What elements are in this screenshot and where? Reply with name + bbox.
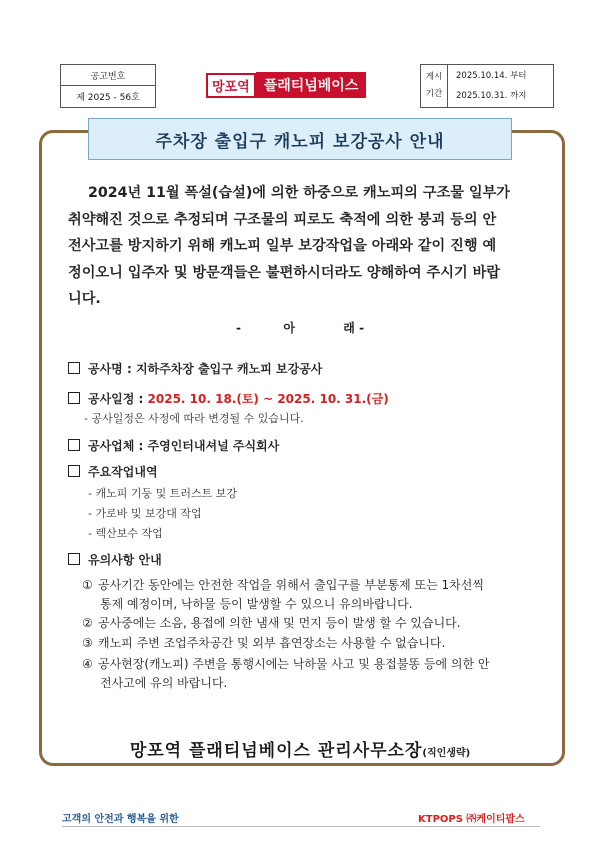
posting-period-dates bbox=[448, 65, 553, 107]
item-contractor bbox=[68, 437, 279, 454]
posting-period-box bbox=[420, 64, 554, 108]
notice-number-box bbox=[60, 64, 156, 108]
caution-note-3 bbox=[82, 634, 445, 653]
intro-paragraph bbox=[68, 180, 534, 313]
item-label: 주요작업내역 bbox=[88, 465, 158, 479]
item-construction-name bbox=[68, 360, 322, 377]
note-text: 공사기간 동안에는 안전한 작업을 위해서 출입구를 부분통제 또는 1차선씩 bbox=[98, 578, 484, 592]
office-seal-note: (직인생략) bbox=[422, 748, 471, 759]
item-schedule bbox=[68, 390, 389, 407]
note-text-cont: 통제 예정이며, 낙하물 등이 발생할 수 있으니 유의바랍니다. bbox=[100, 597, 413, 611]
below-char-a: 아 bbox=[283, 321, 295, 335]
note-text: 공사중에는 소음, 용접에 의한 냄새 및 먼지 등이 발생 할 수 있습니다. bbox=[98, 616, 461, 630]
below-heading bbox=[0, 319, 600, 336]
item-label: 공사명 : bbox=[88, 362, 136, 376]
note-text: 캐노피 주변 조업주차공간 및 외부 흡연장소는 사용할 수 없습니다. bbox=[98, 636, 446, 650]
posting-period-label-2: 기간 bbox=[425, 89, 443, 99]
office-name: 망포역 플래티넘베이스 관리사무소장 bbox=[129, 741, 423, 761]
caution-note-1 bbox=[82, 576, 484, 614]
item-label: 공사일정 : bbox=[88, 392, 148, 406]
caution-note-2 bbox=[82, 614, 461, 633]
checkbox-icon bbox=[68, 439, 80, 451]
note-number: ④ bbox=[82, 657, 93, 671]
below-char-rae: 래 bbox=[343, 321, 355, 335]
schedule-value: 2025. 10. 18.(토) ~ 2025. 10. 31.(금) bbox=[147, 392, 389, 406]
checkbox-icon bbox=[68, 553, 80, 565]
note-text: 공사현장(캐노피) 주변을 통행시에는 낙하물 사고 및 용접불똥 등에 의한 안 bbox=[98, 657, 490, 671]
caution-note-4 bbox=[82, 655, 489, 693]
note-number: ② bbox=[82, 616, 93, 630]
brand-logo bbox=[206, 73, 366, 97]
posting-period-label bbox=[421, 65, 448, 107]
checkbox-icon bbox=[68, 465, 80, 477]
footer-company: KTPOPS ㈜케이티팝스 bbox=[418, 814, 525, 825]
note-text-cont: 전사고에 유의 바랍니다. bbox=[100, 676, 228, 690]
item-label: 공사업체 : bbox=[88, 439, 148, 453]
checkbox-icon bbox=[68, 392, 80, 404]
brand-tag: 망포역 bbox=[206, 73, 256, 98]
office-signature bbox=[0, 736, 600, 761]
work-item: - 렉산보수 작업 bbox=[88, 527, 163, 540]
below-dash-left: - bbox=[235, 321, 241, 335]
intro-line-1: 2024년 11월 폭설(습설)에 의한 하중으로 캐노피의 구조물 일부가 bbox=[88, 185, 510, 201]
notice-number-label: 공고번호 bbox=[61, 65, 155, 86]
notice-number-value: 제 2025 - 56호 bbox=[76, 93, 140, 103]
work-item: - 가로바 및 보강대 작업 bbox=[88, 507, 202, 520]
work-item: - 캐노피 기둥 및 트러스트 보강 bbox=[88, 487, 237, 500]
item-value: 지하주차장 출입구 캐노피 보강공사 bbox=[135, 362, 323, 376]
posting-period-start: 2025.10.14. 부터 bbox=[456, 71, 527, 81]
intro-line-2: 취약해진 것으로 추정되며 구조물의 피로도 축적에 의한 붕괴 등의 안 bbox=[68, 211, 497, 228]
below-dash-right: - bbox=[359, 321, 365, 335]
brand-name: 플래티넘베이스 bbox=[256, 72, 367, 98]
item-caution bbox=[68, 551, 162, 568]
note-number: ① bbox=[82, 578, 93, 592]
intro-line-4: 정이오니 입주자 및 방문객들은 불편하시더라도 양해하여 주시기 바랍 bbox=[68, 264, 501, 281]
checkbox-icon bbox=[68, 362, 80, 374]
intro-line-3: 전사고를 방지하기 위해 캐노피 일부 보강작업을 아래와 같이 진행 예 bbox=[68, 238, 497, 254]
footer-divider bbox=[62, 826, 540, 827]
item-value: 주영인터내셔널 주식회사 bbox=[147, 439, 280, 453]
note-number: ③ bbox=[82, 636, 93, 650]
schedule-note: - 공사일정은 사정에 따라 변경될 수 있습니다. bbox=[84, 412, 304, 425]
page-title: 주차장 출입구 캐노피 보강공사 안내 bbox=[88, 118, 512, 160]
footer-slogan: 고객의 안전과 행복을 위한 bbox=[62, 814, 179, 825]
posting-period-end: 2025.10.31. 까지 bbox=[456, 91, 527, 101]
item-main-works bbox=[68, 463, 158, 480]
intro-line-5: 니다. bbox=[68, 291, 101, 307]
posting-period-label-1: 게시 bbox=[425, 72, 443, 82]
item-label: 유의사항 안내 bbox=[88, 553, 162, 567]
